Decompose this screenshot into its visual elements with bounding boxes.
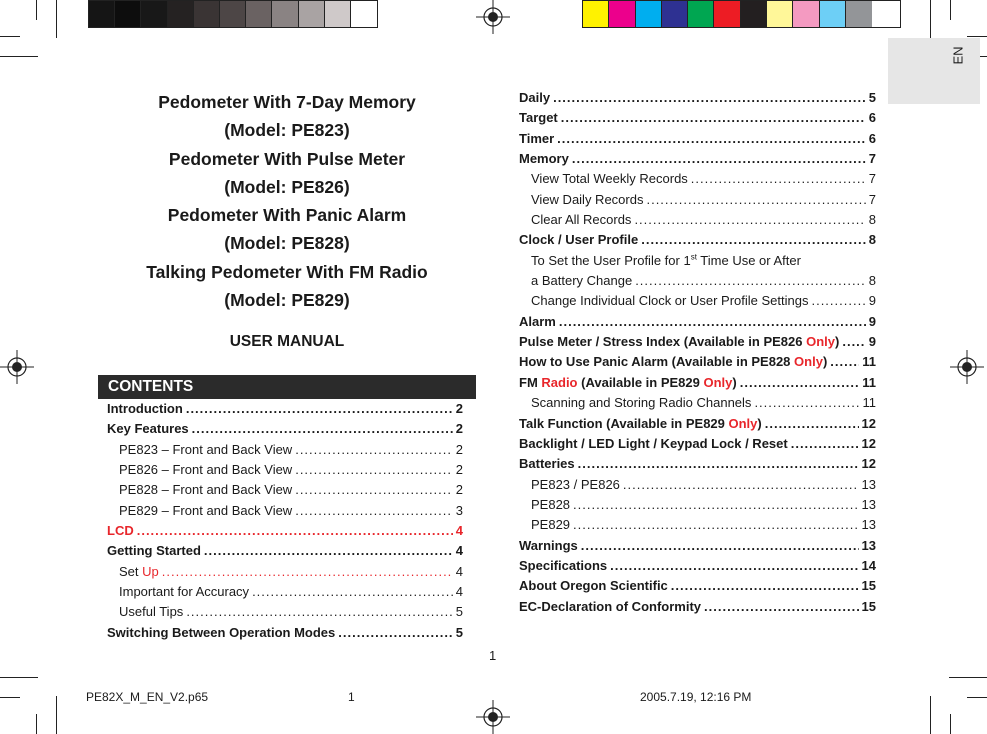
grayscale-swatch-7 — [272, 1, 298, 27]
title-line: (Model: PE828) — [224, 233, 350, 254]
page-number: 1 — [489, 648, 497, 663]
grayscale-swatch-6 — [246, 1, 272, 27]
title-line: Talking Pedometer With FM Radio — [146, 261, 428, 282]
toc-entry-pe829[interactable]: PE829 ..... 13 — [519, 515, 876, 535]
user-manual-heading: USER MANUAL — [229, 333, 345, 350]
color-swatch-bar — [582, 0, 901, 28]
toc-entry-daily[interactable]: Daily ..... 5 — [519, 88, 876, 108]
color-swatch-7 — [767, 1, 793, 27]
toc-entry-set-profile[interactable]: To Set the User Profile for 1st Time Use or After — [531, 252, 801, 268]
title-line: Pedometer With 7-Day Memory — [158, 92, 416, 112]
toc-entry-alarm[interactable]: Alarm ..... 9 — [519, 312, 876, 332]
footer-timestamp: 2005.7.19, 12:16 PM — [640, 690, 752, 704]
toc-entry[interactable]: Useful Tips ..... 5 — [107, 602, 463, 622]
language-tab-label: EN — [950, 46, 966, 65]
toc-entry[interactable]: PE826 – Front and Back View ..... 2 — [107, 460, 463, 480]
toc-entry[interactable]: PE823 – Front and Back View ..... 2 — [107, 440, 463, 460]
toc-entry-scanning[interactable]: Scanning and Storing Radio Channels ..... 11 — [519, 393, 876, 413]
title-line: Pedometer With Panic Alarm — [167, 205, 407, 226]
color-swatch-5 — [714, 1, 740, 27]
contents-header: CONTENTS — [98, 375, 476, 399]
toc-entry-fm-radio[interactable]: FM Radio (Available in PE829 Only) ..... 11 — [519, 373, 876, 393]
toc-entry-target[interactable]: Target ..... 6 — [519, 108, 876, 128]
toc-entry[interactable]: Switching Between Operation Modes ..... 5 — [107, 623, 463, 643]
toc-entry-battery-change[interactable]: a Battery Change ..... 8 — [519, 271, 876, 291]
color-swatch-10 — [846, 1, 872, 27]
toc-entry-pe823-pe826[interactable]: PE823 / PE826 ..... 13 — [519, 475, 876, 495]
toc-left-column — [107, 399, 463, 643]
toc-entry-timer[interactable]: Timer ..... 6 — [519, 129, 876, 149]
toc-entry-warnings[interactable]: Warnings ..... 13 — [519, 536, 876, 556]
toc-entry-clock-profile[interactable]: Clock / User Profile ..... 8 — [519, 230, 876, 250]
toc-entry-pe828[interactable]: PE828 ..... 13 — [519, 495, 876, 515]
color-swatch-8 — [793, 1, 819, 27]
color-swatch-3 — [662, 1, 688, 27]
grayscale-swatch-4 — [194, 1, 220, 27]
color-swatch-6 — [741, 1, 767, 27]
title-line: Pedometer With Pulse Meter — [168, 148, 406, 169]
grayscale-swatch-3 — [168, 1, 194, 27]
toc-entry-daily-records[interactable]: View Daily Records ..... 7 — [519, 190, 876, 210]
grayscale-swatch-2 — [141, 1, 167, 27]
color-swatch-1 — [609, 1, 635, 27]
grayscale-swatch-bar — [88, 0, 378, 28]
color-swatch-0 — [583, 1, 609, 27]
toc-entry-clear-records[interactable]: Clear All Records ..... 8 — [519, 210, 876, 230]
toc-entry[interactable]: Important for Accuracy ..... 4 — [107, 582, 463, 602]
title-line: (Model: PE823) — [224, 120, 350, 141]
registration-mark-icon — [950, 350, 984, 384]
registration-mark-icon — [476, 700, 510, 734]
toc-entry-weekly-records[interactable]: View Total Weekly Records ..... 7 — [519, 169, 876, 189]
toc-entry[interactable]: Set Up ..... 4 — [107, 562, 463, 582]
toc-entry-pulse-meter[interactable]: Pulse Meter / Stress Index (Available in PE826 Only) ..... 9 — [519, 332, 876, 352]
registration-mark-icon — [476, 0, 510, 34]
toc-entry[interactable]: LCD ..... 4 — [107, 521, 463, 541]
grayscale-swatch-5 — [220, 1, 246, 27]
footer-page: 1 — [348, 690, 355, 704]
toc-entry[interactable]: Introduction ..... 2 — [107, 399, 463, 419]
document-title — [100, 88, 474, 314]
title-line: (Model: PE829) — [224, 290, 350, 311]
toc-entry-specifications[interactable]: Specifications ..... 14 — [519, 556, 876, 576]
grayscale-swatch-0 — [89, 1, 115, 27]
toc-entry-batteries[interactable]: Batteries ..... 12 — [519, 454, 876, 474]
toc-entry-change-clock[interactable]: Change Individual Clock or User Profile Settings ..... 9 — [519, 291, 876, 311]
footer-filename: PE82X_M_EN_V2.p65 — [86, 690, 209, 704]
grayscale-swatch-9 — [325, 1, 351, 27]
toc-entry-ec-declaration[interactable]: EC-Declaration of Conformity ..... 15 — [519, 597, 876, 617]
grayscale-swatch-8 — [299, 1, 325, 27]
registration-mark-icon — [0, 350, 34, 384]
toc-entry-panic-alarm[interactable]: How to Use Panic Alarm (Available in PE828 Only) ..... 11 — [519, 352, 876, 372]
toc-entry-memory[interactable]: Memory ..... 7 — [519, 149, 876, 169]
toc-entry-about[interactable]: About Oregon Scientific ..... 15 — [519, 576, 876, 596]
toc-entry-backlight[interactable]: Backlight / LED Light / Keypad Lock / Reset ..... 12 — [519, 434, 876, 454]
toc-right-column — [519, 88, 876, 617]
color-swatch-2 — [636, 1, 662, 27]
color-swatch-4 — [688, 1, 714, 27]
grayscale-swatch-10 — [351, 1, 377, 27]
toc-entry[interactable]: PE829 – Front and Back View ..... 3 — [107, 501, 463, 521]
toc-entry[interactable]: Key Features ..... 2 — [107, 419, 463, 439]
title-line: (Model: PE826) — [224, 176, 350, 197]
language-tab — [888, 38, 980, 104]
toc-entry[interactable]: Getting Started ..... 4 — [107, 541, 463, 561]
color-swatch-9 — [820, 1, 846, 27]
toc-entry-talk-function[interactable]: Talk Function (Available in PE829 Only) ..... 12 — [519, 414, 876, 434]
toc-entry[interactable]: PE828 – Front and Back View ..... 2 — [107, 480, 463, 500]
grayscale-swatch-1 — [115, 1, 141, 27]
